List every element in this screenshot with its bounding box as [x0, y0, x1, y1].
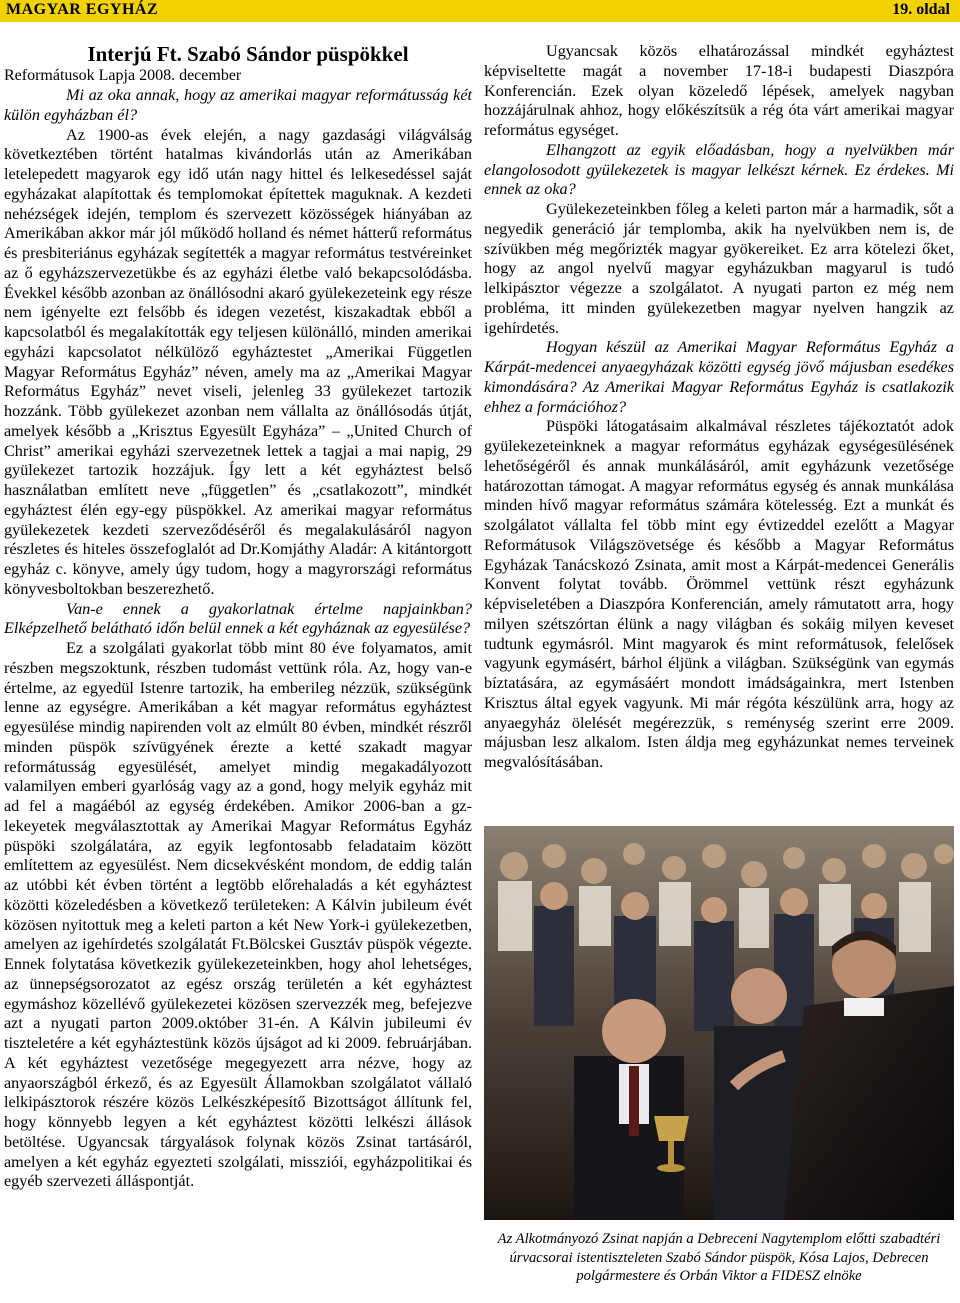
answer-1: Az 1900-as évek elején, a nagy gazdasági világválság következtében történt hatalmas kivándorlás után az Amerikában letelepedett magyarok egy idő után nagy hittel és lelkesedéssel saját egyházakat alapítottak és templomokat építettek maguknak. A kezdeti nehézségek idején, templom és szervezett közösségek hiányában az Amerikában akkor már jól működő holland és német hátterű református és presbiteriánus egyházak segítették a magyar református testvéreinket az ő egyházszervezetükbe és az egyházi életbe való bekapcsolódásba. Évekkel később azonban az önállósodni akaró gyülekezeteink egy része nem igényelte ezt felsőbb és idegen vezetést, kiszakadtak ebből a kapcsolatból és megalakították egy teljesen különálló, minden amerikai egyházi kapcsolatot nélkülöző egyháztestet „Amerikai Független Magyar Református Egyház” néven, amely ma az „Amerikai Magyar Református Egyház” nevet viseli, jelenleg 33 gyülekezet tartozik hozzánk. Több gyülekezet azonban nem vállalta az önállósodás útját, amelyek később a „Krisztus Egyesült Egyháza” – „United Church of Christ” amerikai egyházi szervezetnek lettek a tagjai a mai napig, 29 gyülekezet tartozik hozzájuk. Így lett a két egyháztest belső használatban említett neve „független” és „csatlakozott”, mindkét egyháztest élén egy-egy püspökkel. Az amerikai magyar református gyülekezetek kezdeti szerveződéséről és megalakulásáról nagyon részletes és hiteles összefoglalót ad Dr.Komjáthy Aladár: A kitántorgott egyház c. könyve, amely úgy tudom, hogy a magyrországi református könyvesboltokban beszerezhető. [4, 125, 472, 598]
publication-name: MAGYAR EGYHÁZ [6, 1, 159, 18]
answer-2-continued: Ugyancsak közös elhatározással mindkét egyháztest képviseltette magát a november 17-18-i budapesti Diaszpóra Konferencián. Ezek olyan közeledő lépések, amelyek nagyban hozzájárulnak ahhoz, hogy előkészítsük a rég óta várt amerikai magyar református egységet. [484, 42, 954, 139]
article-title: Interjú Ft. Szabó Sándor püspökkel [87, 42, 409, 66]
answer-4: Püspöki látogatásaim alkalmával részletes tájékoztatót adok gyülekezeteinknek a magyar református egyházak egységesülésének lehetőségéről és annak munkálásáról, amit egyházunk vezetősége határozottan támogat. A magyar református egység és annak munkálása minden hívő magyar református számára kötelesség. Ezt a munkát és szolgálatot vállalta fel több mint egy évtizeddel ezelőtt a Magyar Reformátusok Világszövetsége és később a Magyar Református Egyházak Tanácskozó Zsinata, amit most a Kárpát-medencei Generális Konvent folytat tovább. Örömmel vettünk részt egyházunk képviseletében a Diaszpóra Konferencián, amely rámutatott arra, hogy milyen szétszórtan élünk a nagy világban és sokáig milyen keveset tudtunk egymásról. Mint magyarok és mint reformátusok, felelősek vagyunk egymásért, bárhol éljünk a világban. Szükségünk van egymás bíztatására, az egymásáért mondott imádságainkra, mert Istenben Krisztus által egyek vagyunk. Mi már régóta készülünk arra, hogy az anyaegyház ölelését megérezzük, s reménység szerint erre 2009. májusban lesz alkalom. Isten áldja meg egyházunkat nemes terveinek megvalósításában. [484, 417, 954, 771]
answer-3: Gyülekezeteinkben főleg a keleti parton már a harmadik, sőt a negyedik generáció jár templomba, akik ha nyelvükben nem is, de szívükben még megőrizték magyar gyökereiket. Ez arra kötelezi őket, hogy az angol nyelvű magyar egyházukban magyarul is tudó lelkipásztor végezze a szolgálatot. A nyugati parton ez még nem probléma, itt minden gyülekezetben magyar nyelven hangzik az igehírdetés. [484, 200, 954, 337]
page-number: 19. oldal [892, 1, 950, 18]
photo-caption: Az Alkotmányozó Zsinat napján a Debreceni Nagytemplom előtti szabadtéri úrvacsorai istentiszteleten Szabó Sándor püspök, Kósa Lajos, Debrecen polgármestere és Orbán Viktor a FIDESZ elnöke [497, 1231, 941, 1284]
right-column [484, 42, 954, 773]
answer-2: Ez a szolgálati gyakorlat több mint 80 éve folyamatos, amit részben megszoktunk, részben tudomást vettünk róla. Az, hogy van-e értelme, az egyedül Istenre tartozik, ha emberileg nézzük, szükségünk lenne az egységre. Amerikában a két magyar református egyháztest egyesülése mindig napirenden volt az elmúlt 80 évben, mindkét részről minden püspök szívügyének érezte a ketté szakadt magyar reformátusság egyesülését, amelyet mindig megakadályozott valamilyen emberi gyarlóság vagy az a gond, hogy melyik egyház mit ad fel a magáéból az egység érdekében. Amikor 2006-ban a gz-lekeyetek megválasztottak ay Amerikai Magyar Református Egyház püspöki szolgálatára, az egyik legfontosabb feladataim között említettem az egyesülést. Nem dicsekvésként mondom, de eddig talán az utóbbi két évben történt a legtöbb előrehaladás a két egyháztest közötti közeledésben a következő területeken: A Kálvin jubileum évét közösen nyitottuk meg a keleti parton a két New York-i gyülekezetben, amelyen az igehírdetés szolgálatát Ft.Bölcskei Gusztáv püspök végezte. Ennek folytatása következik gyülekezeteinkben, hogy ahol lehetséges, az ünnepségsorozatot az egész ország területén a két egyháztest egymáshoz közellévő gyülekezetei közösen szervezzék meg, befejezve azt a nyugati parton 2009.október 31-én. A Kálvin jubileumi év tiszteletére a két egyháztestünk közös újságot ad ki 2009. februárjában. A két egyháztest vezetősége megegyezett arra nézve, hogy az anyaországból érkező, és az Egyesült Államokban szolgálatot vállaló lelkipásztorok részére közös Lelkészképesítő Bizottságot állítunk fel, hogy könnyebb legyen a két egyháztest közötti lelkészi állások betöltése. Ugyancsak tárgyalások folynak közös Zsinat tartásáról, amelyen a két egyház egyezteti szolgálati, missziói, egyházpolitikai és egyéb szervezeti álláspontját. [4, 639, 472, 1191]
left-column [4, 42, 472, 1192]
question-4: Hogyan készül az Amerikai Magyar Református Egyház a Kárpát-medencei anyaegyházak közötti egység jövő májusban esedékes kimondására? Az Amerikai Magyar Református Egyház is csatlakozik ehhez a formációhoz? [484, 338, 954, 416]
page-header [0, 0, 960, 22]
question-2: Van-e ennek a gyakorlatnak értelme napjainkban? Elképzelhető belátható időn belül ennek a két egyháznak az egyesülése? [4, 599, 472, 638]
question-1: Mi az oka annak, hogy az amerikai magyar reformátusság két külön egyházban él? [4, 86, 472, 124]
question-3: Elhangzott az egyik előadásban, hogy a nyelvükben már elangolosodott gyülekezetek is magyar lelkészt kérnek. Ez érdekes. Mi ennek az oka? [484, 140, 954, 199]
ceremony-photo [484, 826, 954, 1220]
article-source: Reformátusok Lapja 2008. december [4, 67, 242, 84]
